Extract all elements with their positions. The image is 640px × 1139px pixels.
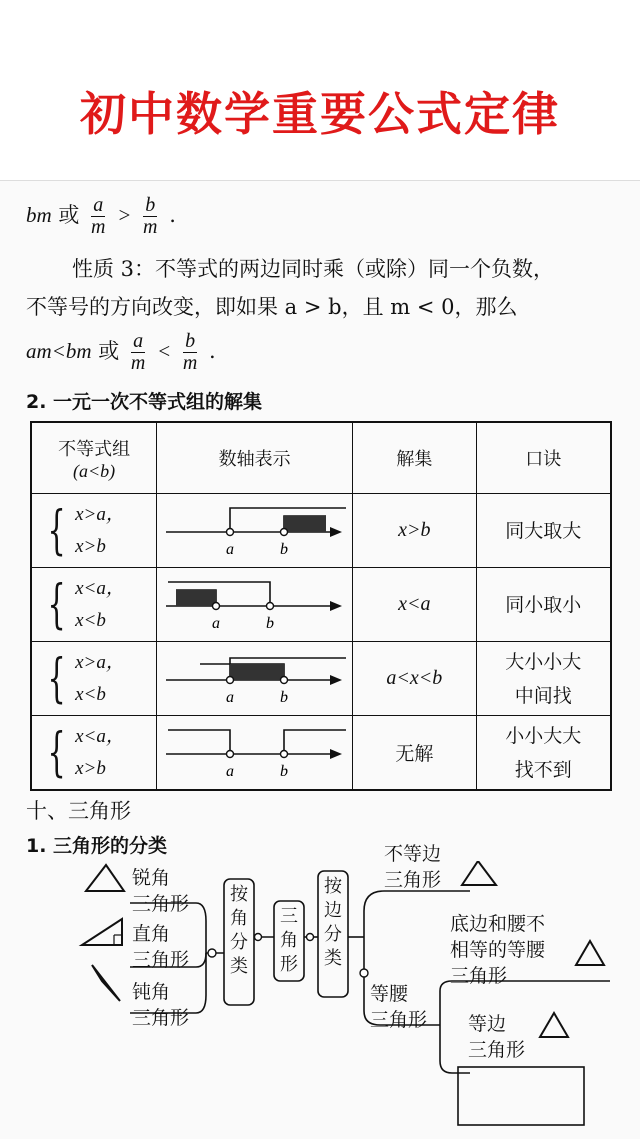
inequality-table <box>30 421 612 791</box>
point-label-a: a <box>225 541 234 558</box>
table-header-row <box>31 422 611 494</box>
equilateral-triangle-icon <box>540 1013 568 1037</box>
table-row <box>31 716 611 791</box>
formula-op: < <box>157 339 172 363</box>
table-row <box>31 494 611 568</box>
header-number-line: 数轴表示 <box>157 422 353 494</box>
formula-or: 或 <box>98 339 120 363</box>
section-heading-classify: 1. 三角形的分类 <box>26 835 168 857</box>
page-title: 初中数学重要公式定律 <box>80 87 560 141</box>
rhyme-cell: 小小大大 找不到 <box>476 716 611 791</box>
scalene-triangle-icon <box>462 861 496 885</box>
inequality-system: { x<a， x<b <box>47 574 125 635</box>
label-scalene-triangle: 不等边 三角形 <box>384 843 442 891</box>
isosceles-triangle-icon <box>576 941 604 965</box>
document-scan <box>0 180 640 1139</box>
section-heading-2: 2. 一元一次不等式组的解集 <box>26 391 263 413</box>
header-system: 不等式组 (a<b) <box>31 422 157 494</box>
formula-line-1: bm 或 $\frac{a}{m}$ > $\frac{b}{m}$ . <box>26 194 176 238</box>
property3-text-2: 不等号的方向改变，即如果 a > b，且 m < 0，那么 <box>26 295 518 319</box>
formula-term: am<bm <box>26 339 92 363</box>
point-label-b: b <box>279 689 288 706</box>
fraction-b-m: $\frac{b}{m}$ <box>143 194 158 238</box>
label-triangle: 三角形 <box>280 906 298 975</box>
fraction-b-m: $\frac{b}{m}$ <box>182 330 198 374</box>
right-triangle-icon <box>82 919 122 945</box>
label-by-angle: 按角分类 <box>230 884 248 977</box>
label-obtuse-triangle: 钝角 三角形 <box>132 981 190 1029</box>
inequality-system: { x>a， x<b <box>47 648 125 709</box>
table-row <box>31 568 611 642</box>
property3-text: 性质 3：不等式的两边同时乘（或除）同一个负数， <box>72 257 555 281</box>
fraction-a-m: $\frac{a}{m}$ <box>91 194 106 238</box>
label-isosceles-non-equilateral: 底边和腰不 相等的等腰 三角形 <box>450 913 546 987</box>
label-equilateral-triangle: 等边 三角形 <box>468 1013 526 1061</box>
point-label-a: a <box>225 689 234 706</box>
rhyme-cell: 同大取大 <box>476 494 611 568</box>
rhyme-cell: 大小小大 中间找 <box>476 642 611 716</box>
formula-or: 或 <box>58 203 80 227</box>
obtuse-triangle-icon <box>92 965 120 1001</box>
number-line-diagram <box>160 716 350 784</box>
formula-line-3: am<bm 或 $\frac{a}{m}$ < $\frac{b}{m}$ . <box>26 330 216 374</box>
acute-triangle-icon <box>86 865 124 891</box>
label-acute-triangle: 锐角 三角形 <box>132 867 190 915</box>
fraction-a-m: $\frac{a}{m}$ <box>130 330 146 374</box>
point-label-b: b <box>279 541 288 558</box>
formula-term: bm <box>26 203 52 227</box>
number-line-diagram <box>160 642 350 710</box>
chapter-heading: 十、三角形 <box>26 799 131 823</box>
header-rhyme: 口诀 <box>476 422 611 494</box>
solution-cell: x<a <box>353 568 476 642</box>
solution-cell: a<x<b <box>353 642 476 716</box>
solution-cell: x>b <box>353 494 476 568</box>
point-label-a: a <box>211 615 220 632</box>
rhyme-cell: 同小取小 <box>476 568 611 642</box>
inequality-system: { x<a， x>b <box>47 722 125 783</box>
label-right-triangle: 直角 三角形 <box>132 923 190 971</box>
solution-cell: 无解 <box>353 716 476 791</box>
classification-diagram <box>0 861 640 1131</box>
formula-op: > <box>117 203 132 227</box>
header-solution: 解集 <box>353 422 476 494</box>
label-isosceles-triangle: 等腰 三角形 <box>370 983 428 1031</box>
table-row <box>31 642 611 716</box>
point-label-b: b <box>279 763 288 780</box>
number-line-diagram <box>160 494 350 562</box>
number-line-diagram <box>160 568 350 636</box>
label-by-side: 按边分类 <box>324 876 342 969</box>
point-label-b: b <box>265 615 274 632</box>
inequality-system: { x>a， x>b <box>47 500 125 561</box>
point-label-a: a <box>225 763 234 780</box>
